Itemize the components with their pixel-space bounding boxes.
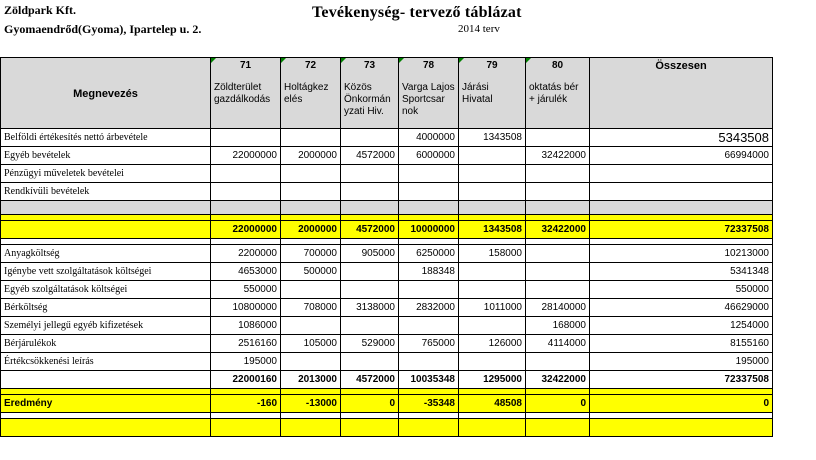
value-cell[interactable] (459, 147, 526, 165)
spacer-row (1, 201, 773, 215)
row-total-cell[interactable]: 0 (590, 395, 773, 413)
value-cell[interactable]: 1011000 (459, 299, 526, 317)
value-cell[interactable]: 168000 (526, 317, 590, 335)
value-cell[interactable] (341, 165, 399, 183)
value-cell[interactable] (526, 129, 590, 147)
value-cell[interactable]: 32422000 (526, 221, 590, 239)
value-cell[interactable] (459, 353, 526, 371)
value-cell[interactable]: 905000 (341, 245, 399, 263)
value-cell[interactable] (526, 353, 590, 371)
value-cell[interactable]: 500000 (281, 263, 341, 281)
comment-marker-icon (281, 58, 286, 63)
row-label[interactable]: Értékcsökkenési leírás (1, 353, 211, 371)
value-cell[interactable]: 22000160 (211, 371, 281, 389)
value-cell[interactable] (281, 129, 341, 147)
value-cell[interactable] (526, 183, 590, 201)
value-cell[interactable]: 4114000 (526, 335, 590, 353)
activity-plan-table (0, 57, 773, 437)
value-cell[interactable] (281, 353, 341, 371)
table-row (1, 221, 773, 239)
row-label[interactable] (1, 221, 211, 239)
table-row (1, 371, 773, 389)
column-header[interactable] (399, 58, 459, 129)
column-header[interactable] (459, 58, 526, 129)
document-subtitle: 2014 terv (458, 23, 500, 35)
empty-cell[interactable] (211, 201, 281, 215)
row-label[interactable]: Eredmény (1, 395, 211, 413)
table-row (1, 183, 773, 201)
row-label[interactable]: Igénybe vett szolgáltatások költségei (1, 263, 211, 281)
empty-cell[interactable] (281, 201, 341, 215)
value-cell[interactable]: -35348 (399, 395, 459, 413)
column-name: Holtágkez elés (284, 82, 329, 105)
empty-cell[interactable] (459, 419, 526, 437)
value-cell[interactable] (341, 353, 399, 371)
value-cell[interactable] (211, 165, 281, 183)
column-name: Varga Lajos Sportcsar nok (402, 82, 455, 117)
value-cell[interactable]: -13000 (281, 395, 341, 413)
value-cell[interactable] (281, 183, 341, 201)
column-header[interactable] (211, 58, 281, 129)
value-cell[interactable]: 10000000 (399, 221, 459, 239)
value-cell[interactable]: 195000 (211, 353, 281, 371)
value-cell[interactable]: 1343508 (459, 129, 526, 147)
header-row (1, 58, 773, 129)
value-cell[interactable]: 32422000 (526, 147, 590, 165)
row-label[interactable]: Belföldi értékesítés nettó árbevétele (1, 129, 211, 147)
row-total-cell[interactable]: 10213000 (590, 245, 773, 263)
row-label[interactable]: Bérköltség (1, 299, 211, 317)
empty-cell[interactable] (590, 201, 773, 215)
value-cell[interactable]: -160 (211, 395, 281, 413)
value-cell[interactable]: 32422000 (526, 371, 590, 389)
table-row (1, 245, 773, 263)
table-row (1, 263, 773, 281)
empty-cell[interactable] (1, 201, 211, 215)
column-header[interactable] (341, 58, 399, 129)
value-cell[interactable] (399, 183, 459, 201)
value-cell[interactable] (459, 281, 526, 299)
row-total-cell[interactable]: 66994000 (590, 147, 773, 165)
comment-marker-icon (211, 58, 216, 63)
document-title: Tevékenység- tervező táblázat (312, 4, 522, 21)
spacer-row (1, 419, 773, 437)
row-total-cell[interactable]: 550000 (590, 281, 773, 299)
value-cell[interactable]: 2832000 (399, 299, 459, 317)
row-total-cell[interactable]: 72337508 (590, 221, 773, 239)
value-cell[interactable]: 4653000 (211, 263, 281, 281)
row-total-cell[interactable]: 195000 (590, 353, 773, 371)
value-cell[interactable]: 3138000 (341, 299, 399, 317)
row-total-cell[interactable] (590, 165, 773, 183)
value-cell[interactable] (341, 183, 399, 201)
value-cell[interactable] (341, 281, 399, 299)
row-total-cell[interactable]: 5343508 (590, 129, 773, 147)
value-cell[interactable] (281, 281, 341, 299)
comment-marker-icon (399, 58, 404, 63)
value-cell[interactable] (526, 245, 590, 263)
column-code: 80 (551, 60, 564, 71)
value-cell[interactable]: 2000000 (281, 147, 341, 165)
table-row (1, 147, 773, 165)
empty-cell[interactable] (341, 201, 399, 215)
value-cell[interactable]: 10035348 (399, 371, 459, 389)
value-cell[interactable]: 22000000 (211, 221, 281, 239)
empty-cell[interactable] (526, 419, 590, 437)
table-row (1, 165, 773, 183)
table-row (1, 335, 773, 353)
value-cell[interactable] (281, 317, 341, 335)
column-code: 73 (363, 60, 376, 71)
empty-cell[interactable] (399, 419, 459, 437)
value-cell[interactable]: 6000000 (399, 147, 459, 165)
table-row (1, 129, 773, 147)
empty-cell[interactable] (399, 201, 459, 215)
table-row (1, 395, 773, 413)
label-column-header: Megnevezés (1, 58, 211, 129)
value-cell[interactable]: 4000000 (399, 129, 459, 147)
empty-cell[interactable] (526, 201, 590, 215)
row-label[interactable]: Rendkívüli bevételek (1, 183, 211, 201)
empty-cell[interactable] (281, 419, 341, 437)
table-row (1, 317, 773, 335)
value-cell[interactable]: 126000 (459, 335, 526, 353)
total-column-header: Összesen (590, 58, 773, 129)
comment-marker-icon (526, 58, 531, 63)
row-label[interactable]: Pénzügyi műveletek bevételei (1, 165, 211, 183)
row-label[interactable]: Egyéb szolgáltatások költségei (1, 281, 211, 299)
value-cell[interactable] (211, 183, 281, 201)
empty-cell[interactable] (1, 419, 211, 437)
value-cell[interactable]: 188348 (399, 263, 459, 281)
value-cell[interactable]: 1295000 (459, 371, 526, 389)
value-cell[interactable]: 2516160 (211, 335, 281, 353)
value-cell[interactable] (211, 129, 281, 147)
value-cell[interactable]: 708000 (281, 299, 341, 317)
value-cell[interactable] (526, 263, 590, 281)
value-cell[interactable]: 48508 (459, 395, 526, 413)
row-total-cell[interactable] (590, 183, 773, 201)
value-cell[interactable] (459, 183, 526, 201)
value-cell[interactable]: 4572000 (341, 371, 399, 389)
value-cell[interactable]: 22000000 (211, 147, 281, 165)
value-cell[interactable]: 1343508 (459, 221, 526, 239)
value-cell[interactable]: 529000 (341, 335, 399, 353)
row-label[interactable]: Személyi jellegű egyéb kifizetések (1, 317, 211, 335)
value-cell[interactable]: 0 (526, 395, 590, 413)
table-row (1, 281, 773, 299)
comment-marker-icon (459, 58, 464, 63)
value-cell[interactable]: 4572000 (341, 147, 399, 165)
row-label[interactable] (1, 371, 211, 389)
value-cell[interactable]: 0 (341, 395, 399, 413)
column-code: 71 (239, 60, 252, 71)
column-code: 79 (486, 60, 498, 71)
value-cell[interactable] (399, 281, 459, 299)
column-name: Zöldterület gazdálkodás (214, 82, 271, 105)
row-label[interactable]: Bérjárulékok (1, 335, 211, 353)
value-cell[interactable]: 2000000 (281, 221, 341, 239)
value-cell[interactable] (399, 165, 459, 183)
value-cell[interactable]: 158000 (459, 245, 526, 263)
value-cell[interactable]: 2200000 (211, 245, 281, 263)
value-cell[interactable]: 550000 (211, 281, 281, 299)
value-cell[interactable] (459, 165, 526, 183)
empty-cell[interactable] (459, 201, 526, 215)
company-address: Gyomaendrőd(Gyoma), Ipartelep u. 2. (4, 22, 202, 36)
comment-marker-icon (341, 58, 346, 63)
column-name: oktatás bér + járulék (529, 82, 579, 105)
value-cell[interactable] (341, 129, 399, 147)
row-label[interactable]: Egyéb bevételek (1, 147, 211, 165)
value-cell[interactable] (281, 165, 341, 183)
value-cell[interactable] (341, 317, 399, 335)
table-row (1, 353, 773, 371)
value-cell[interactable]: 2013000 (281, 371, 341, 389)
value-cell[interactable] (341, 263, 399, 281)
value-cell[interactable]: 10800000 (211, 299, 281, 317)
row-label[interactable]: Anyagköltség (1, 245, 211, 263)
value-cell[interactable] (459, 317, 526, 335)
row-total-cell[interactable]: 72337508 (590, 371, 773, 389)
empty-cell[interactable] (211, 419, 281, 437)
value-cell[interactable] (399, 317, 459, 335)
row-total-cell[interactable]: 1254000 (590, 317, 773, 335)
value-cell[interactable]: 105000 (281, 335, 341, 353)
column-code: 72 (304, 60, 317, 71)
empty-cell[interactable] (590, 419, 773, 437)
row-total-cell[interactable]: 5341348 (590, 263, 773, 281)
row-total-cell[interactable]: 8155160 (590, 335, 773, 353)
value-cell[interactable]: 700000 (281, 245, 341, 263)
value-cell[interactable]: 28140000 (526, 299, 590, 317)
empty-cell[interactable] (341, 419, 399, 437)
value-cell[interactable] (526, 281, 590, 299)
value-cell[interactable] (399, 353, 459, 371)
value-cell[interactable]: 1086000 (211, 317, 281, 335)
column-name: Közös Önkormán yzati Hiv. (344, 82, 391, 117)
table-row (1, 299, 773, 317)
company-name: Zöldpark Kft. (4, 3, 77, 17)
value-cell[interactable]: 6250000 (399, 245, 459, 263)
row-total-cell[interactable]: 46629000 (590, 299, 773, 317)
column-header[interactable] (281, 58, 341, 129)
column-name: Járási Hivatal (462, 82, 493, 105)
value-cell[interactable] (459, 263, 526, 281)
value-cell[interactable] (526, 165, 590, 183)
value-cell[interactable]: 4572000 (341, 221, 399, 239)
value-cell[interactable]: 765000 (399, 335, 459, 353)
column-header[interactable] (526, 58, 590, 129)
column-code: 78 (422, 60, 435, 71)
